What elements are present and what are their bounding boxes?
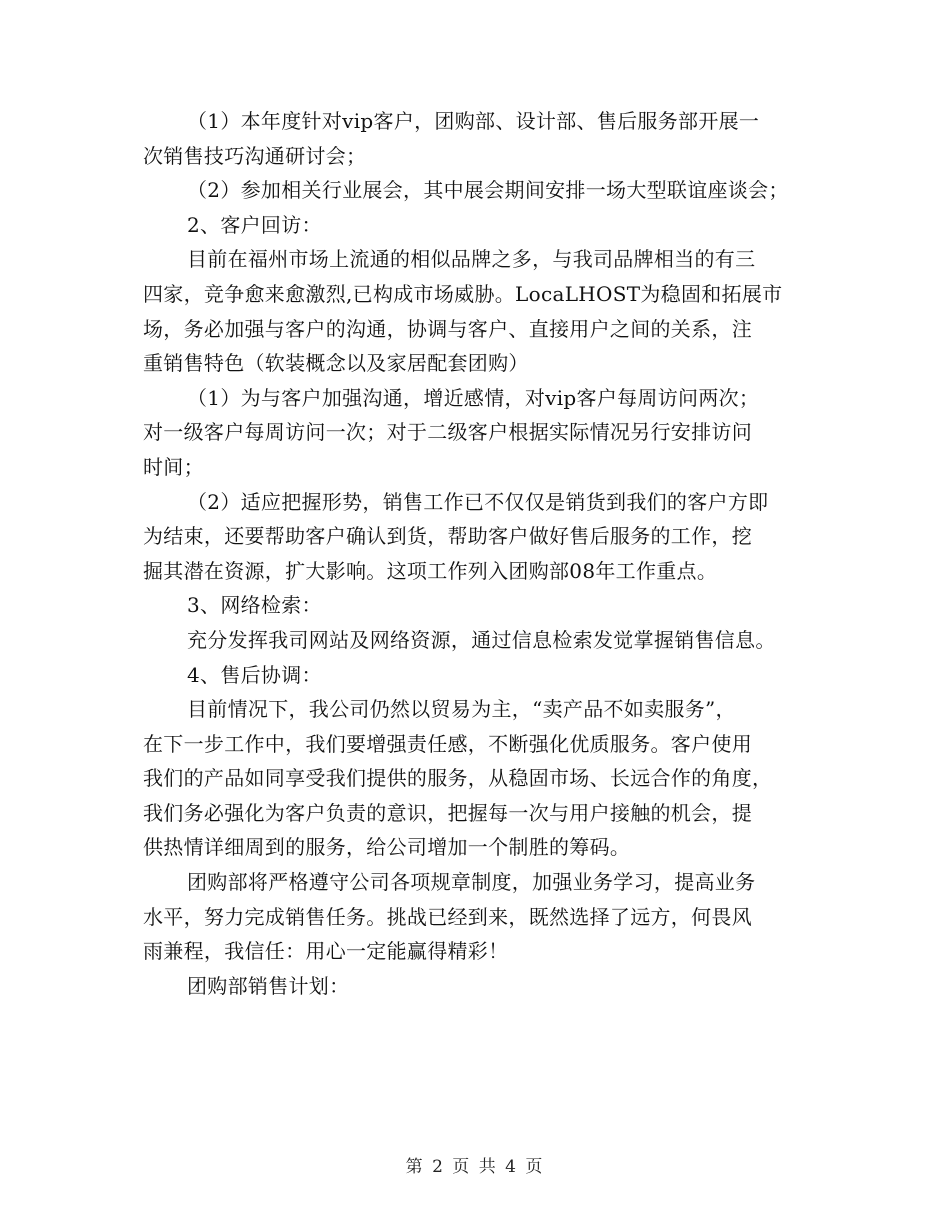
paragraph — [143, 658, 823, 693]
paragraph-line: 四家，竞争愈来愈激烈,已构成市场威胁。LocaLHOST为稳固和拓展市 — [143, 281, 783, 306]
paragraph — [143, 588, 823, 623]
paragraph-line: 团购部将严格遵守公司各项规章制度，加强业务学习，提高业务 — [187, 870, 756, 895]
paragraph-line: 为结束，还要帮助客户确认到货，帮助客户做好售后服务的工作，挖 — [143, 524, 752, 549]
paragraph — [143, 865, 823, 969]
paragraph-line: 时间； — [143, 454, 204, 479]
paragraph-line: 我们务必强化为客户负责的意识，把握每一次与用户接触的机会，提 — [143, 800, 752, 825]
page-footer: 第 2 页 共 4 页 — [405, 1157, 545, 1177]
paragraph — [143, 242, 823, 380]
paragraph-line: 场，务必加强与客户的沟通，协调与客户、直接用户之间的关系，注 — [143, 316, 752, 341]
document-body — [143, 104, 823, 1003]
paragraph-line: 3、网络检索： — [187, 593, 322, 618]
paragraph — [143, 208, 823, 243]
paragraph-line: 水平，努力完成销售任务。挑战已经到来，既然选择了远方，何畏风 — [143, 904, 752, 929]
paragraph-line: （1）本年度针对vip客户，团购部、设计部、售后服务部开展一 — [187, 109, 760, 133]
paragraph-line: 团购部销售计划： — [187, 973, 350, 998]
paragraph-line: 4、售后协调： — [187, 662, 322, 687]
paragraph-line: 我们的产品如同享受我们提供的服务，从稳固市场、长远合作的角度， — [143, 766, 773, 791]
paragraph-line: 次销售技巧沟通研讨会； — [143, 143, 367, 168]
paragraph-line: （1）为与客户加强沟通，增近感情，对vip客户每周访问两次； — [187, 385, 760, 410]
paragraph-line: 重销售特色（软装概念以及家居配套团购） — [143, 351, 529, 376]
paragraph-line: 对一级客户每周访问一次；对于二级客户根据实际情况另行安排访问 — [143, 420, 752, 445]
paragraph — [143, 692, 823, 865]
paragraph-line: （2）适应把握形势，销售工作已不仅仅是销货到我们的客户方即 — [187, 489, 769, 514]
paragraph — [143, 173, 823, 208]
paragraph — [143, 104, 823, 173]
paragraph-line: 充分发挥我司网站及网络资源，通过信息检索发觉掌握销售信息。 — [187, 627, 776, 652]
paragraph-line: 2、客户回访： — [187, 212, 322, 237]
paragraph-line: 掘其潜在资源，扩大影响。这项工作列入团购部08年工作重点。 — [143, 558, 718, 583]
paragraph-line: 在下一步工作中，我们要增强责任感，不断强化优质服务。客户使用 — [143, 731, 752, 756]
paragraph — [143, 623, 823, 658]
paragraph-line: 供热情详细周到的服务，给公司增加一个制胜的筹码。 — [143, 835, 631, 860]
paragraph-line: 雨兼程，我信任：用心一定能赢得精彩！ — [143, 939, 509, 964]
paragraph — [143, 381, 823, 485]
paragraph-line: （2）参加相关行业展会，其中展会期间安排一场大型联谊座谈会； — [187, 178, 789, 203]
paragraph-line: 目前在福州市场上流通的相似品牌之多，与我司品牌相当的有三 — [187, 247, 756, 272]
paragraph — [143, 969, 823, 1004]
paragraph — [143, 485, 823, 589]
paragraph-line: 目前情况下，我公司仍然以贸易为主，“卖产品不如卖服务”， — [187, 697, 736, 722]
